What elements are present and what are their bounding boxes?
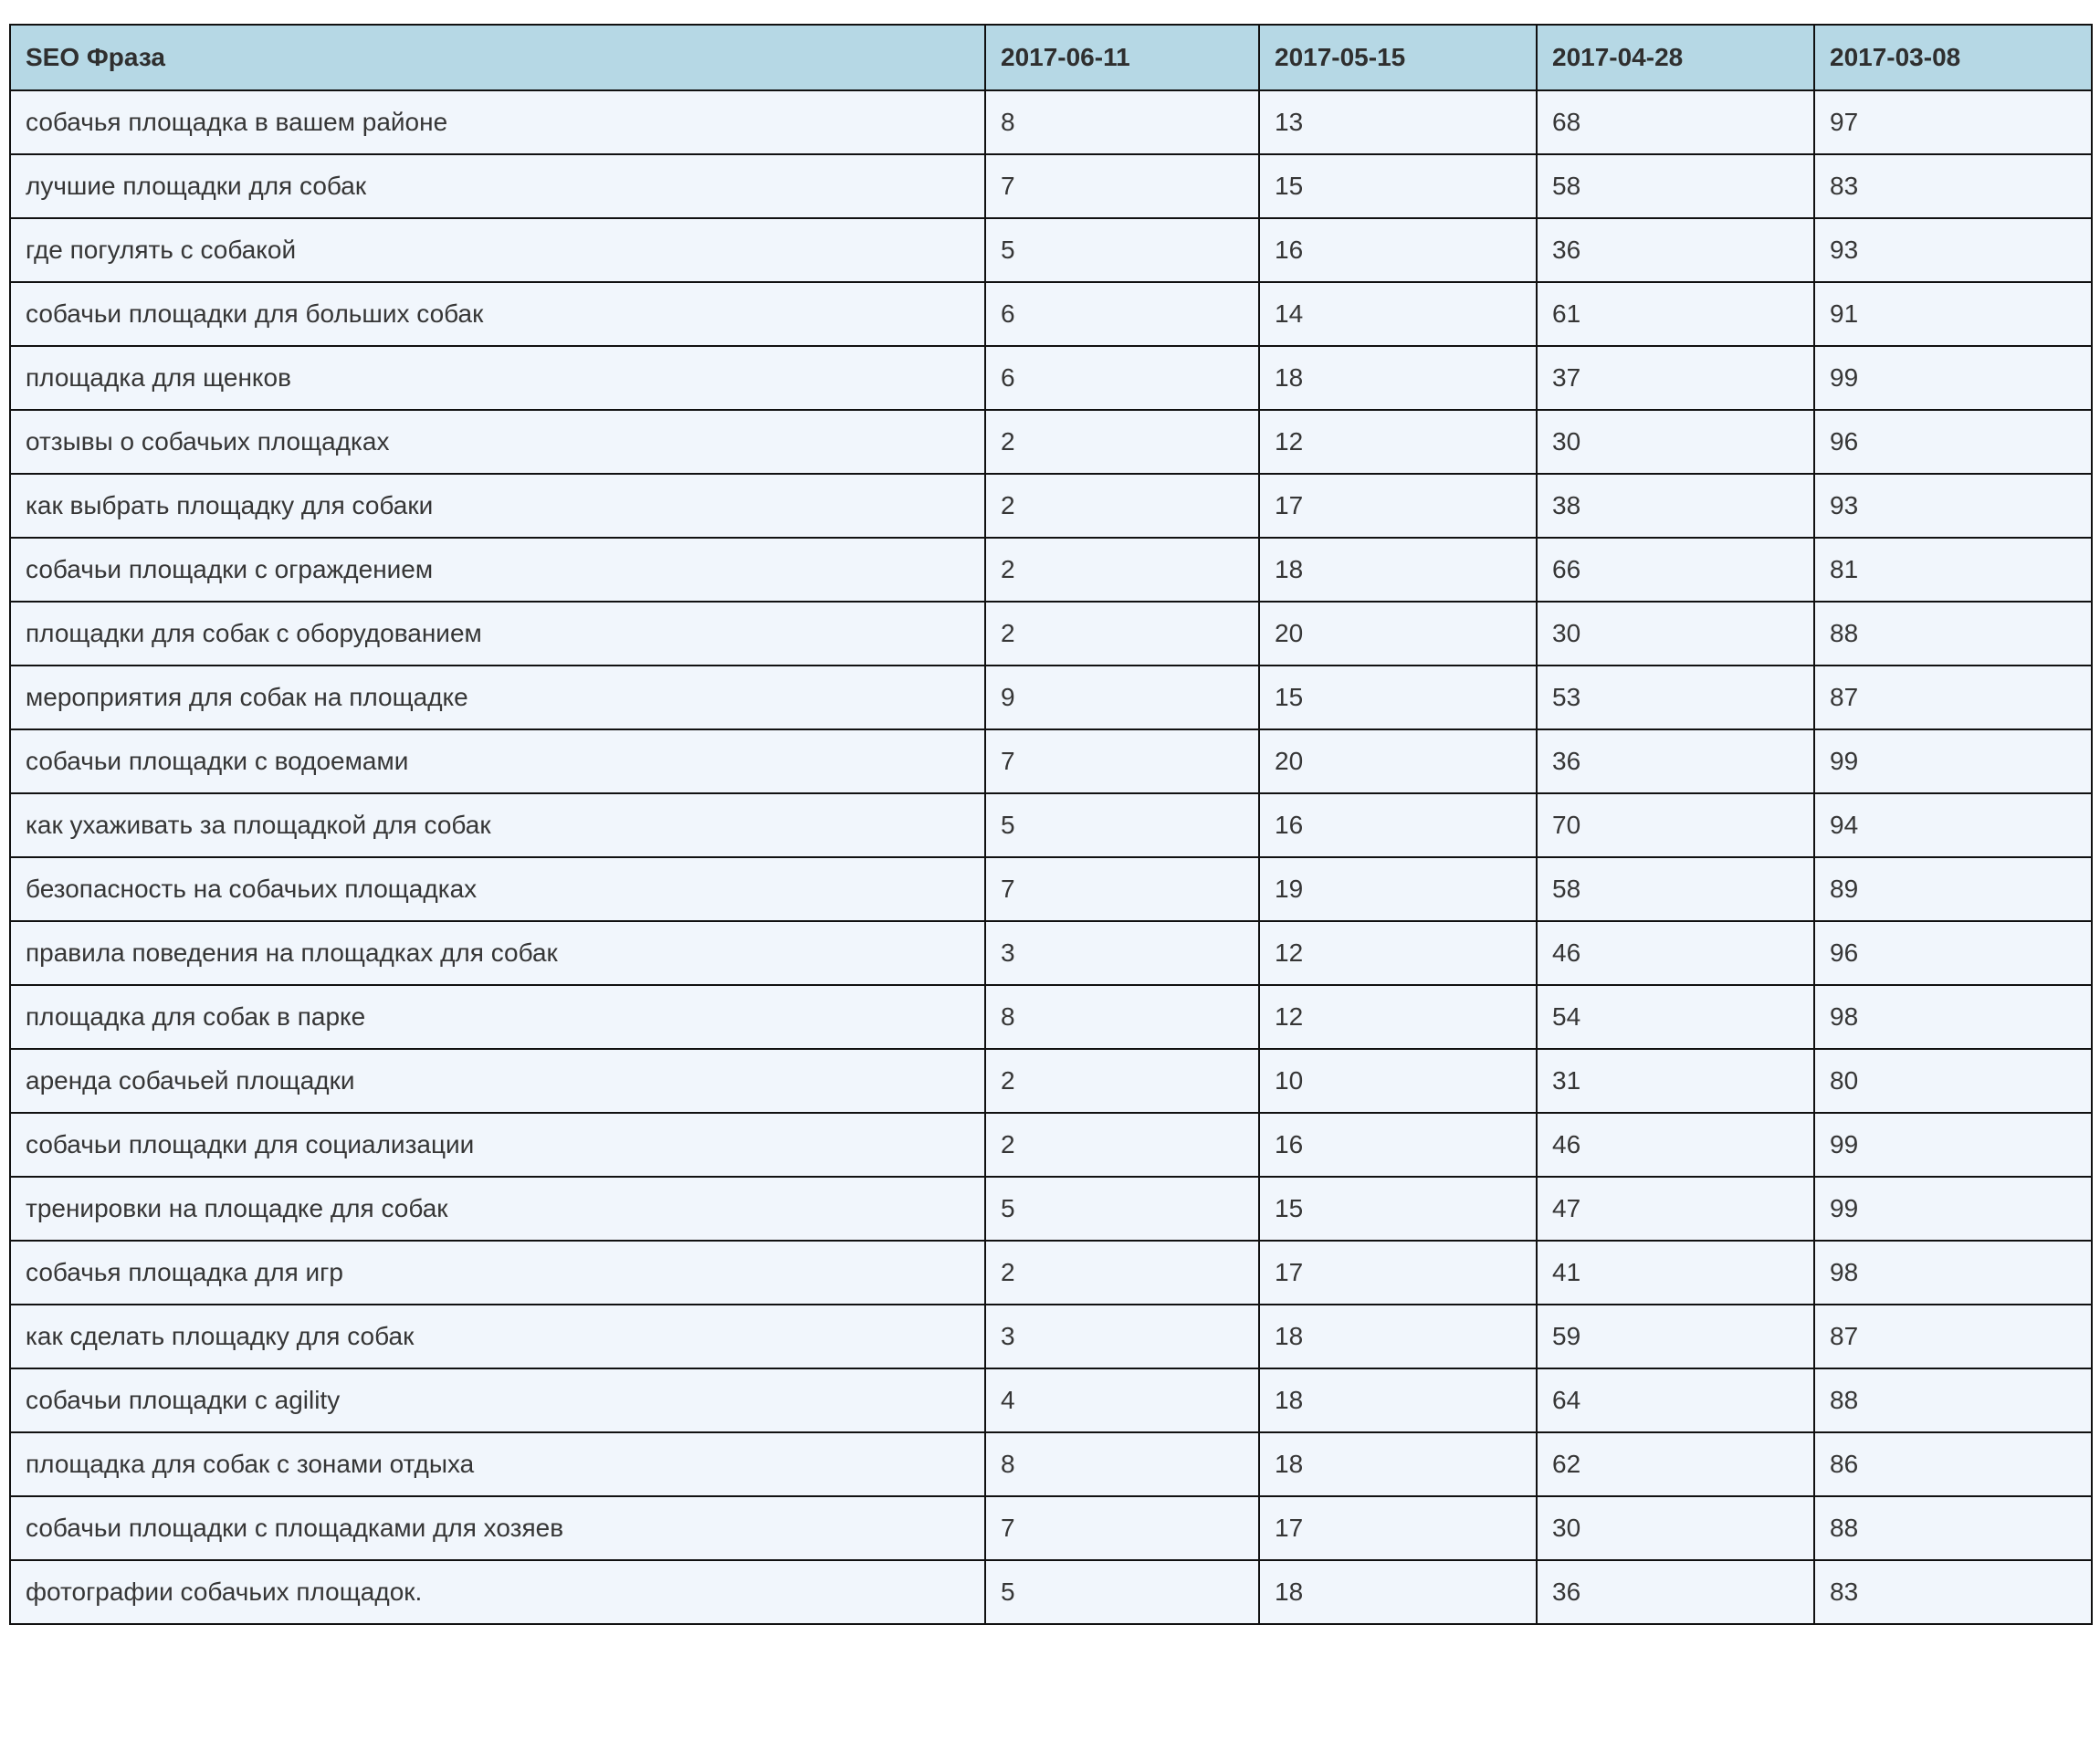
table-row xyxy=(10,857,2092,921)
cell-2017-03-08: 80 xyxy=(1814,1049,2092,1113)
cell-2017-03-08: 88 xyxy=(1814,602,2092,666)
cell-2017-03-08: 91 xyxy=(1814,282,2092,346)
cell-2017-06-11: 8 xyxy=(985,90,1259,154)
cell-2017-06-11: 8 xyxy=(985,985,1259,1049)
table-row xyxy=(10,1496,2092,1560)
cell-2017-03-08: 83 xyxy=(1814,1560,2092,1624)
cell-2017-05-15: 15 xyxy=(1259,666,1537,729)
cell-2017-05-15: 16 xyxy=(1259,218,1537,282)
header-date-2017-06-11: 2017-06-11 xyxy=(985,25,1259,90)
cell-2017-06-11: 2 xyxy=(985,1241,1259,1305)
header-date-2017-05-15: 2017-05-15 xyxy=(1259,25,1537,90)
cell-2017-05-15: 14 xyxy=(1259,282,1537,346)
cell-2017-06-11: 3 xyxy=(985,921,1259,985)
table-row xyxy=(10,602,2092,666)
cell-2017-06-11: 2 xyxy=(985,474,1259,538)
cell-2017-03-08: 88 xyxy=(1814,1368,2092,1432)
cell-seo-phrase: собачьи площадки с ограждением xyxy=(10,538,985,602)
table-row xyxy=(10,793,2092,857)
cell-2017-04-28: 46 xyxy=(1537,1113,1814,1177)
cell-seo-phrase: собачьи площадки для больших собак xyxy=(10,282,985,346)
cell-seo-phrase: площадка для щенков xyxy=(10,346,985,410)
cell-2017-05-15: 20 xyxy=(1259,602,1537,666)
cell-2017-06-11: 2 xyxy=(985,1049,1259,1113)
cell-2017-03-08: 83 xyxy=(1814,154,2092,218)
cell-2017-05-15: 17 xyxy=(1259,1241,1537,1305)
table-row xyxy=(10,538,2092,602)
cell-2017-06-11: 7 xyxy=(985,1496,1259,1560)
table-row xyxy=(10,985,2092,1049)
cell-seo-phrase: лучшие площадки для собак xyxy=(10,154,985,218)
cell-2017-05-15: 18 xyxy=(1259,1432,1537,1496)
cell-2017-04-28: 64 xyxy=(1537,1368,1814,1432)
cell-2017-05-15: 12 xyxy=(1259,985,1537,1049)
cell-2017-06-11: 2 xyxy=(985,410,1259,474)
table-header-row xyxy=(10,25,2092,90)
cell-2017-06-11: 2 xyxy=(985,538,1259,602)
cell-2017-05-15: 20 xyxy=(1259,729,1537,793)
cell-2017-03-08: 96 xyxy=(1814,410,2092,474)
cell-seo-phrase: собачьи площадки с водоемами xyxy=(10,729,985,793)
cell-2017-04-28: 70 xyxy=(1537,793,1814,857)
table-row xyxy=(10,1113,2092,1177)
cell-seo-phrase: фотографии собачьих площадок. xyxy=(10,1560,985,1624)
table-row xyxy=(10,474,2092,538)
cell-2017-05-15: 17 xyxy=(1259,474,1537,538)
cell-2017-05-15: 15 xyxy=(1259,154,1537,218)
cell-2017-04-28: 62 xyxy=(1537,1432,1814,1496)
cell-2017-05-15: 18 xyxy=(1259,1368,1537,1432)
table-row xyxy=(10,729,2092,793)
cell-2017-04-28: 30 xyxy=(1537,602,1814,666)
seo-phrase-table xyxy=(9,24,2093,1625)
cell-2017-03-08: 87 xyxy=(1814,666,2092,729)
cell-2017-06-11: 7 xyxy=(985,154,1259,218)
cell-2017-04-28: 47 xyxy=(1537,1177,1814,1241)
header-seo-phrase: SEO Фраза xyxy=(10,25,985,90)
cell-seo-phrase: аренда собачьей площадки xyxy=(10,1049,985,1113)
cell-2017-04-28: 31 xyxy=(1537,1049,1814,1113)
cell-2017-03-08: 98 xyxy=(1814,985,2092,1049)
cell-seo-phrase: как сделать площадку для собак xyxy=(10,1305,985,1368)
cell-2017-05-15: 12 xyxy=(1259,921,1537,985)
cell-2017-04-28: 30 xyxy=(1537,410,1814,474)
cell-2017-05-15: 17 xyxy=(1259,1496,1537,1560)
table-row xyxy=(10,346,2092,410)
cell-2017-04-28: 68 xyxy=(1537,90,1814,154)
table-row xyxy=(10,1560,2092,1624)
table-row xyxy=(10,921,2092,985)
cell-2017-03-08: 93 xyxy=(1814,474,2092,538)
cell-2017-04-28: 46 xyxy=(1537,921,1814,985)
cell-2017-04-28: 61 xyxy=(1537,282,1814,346)
cell-2017-04-28: 59 xyxy=(1537,1305,1814,1368)
cell-seo-phrase: правила поведения на площадках для собак xyxy=(10,921,985,985)
table-row xyxy=(10,1241,2092,1305)
cell-2017-05-15: 19 xyxy=(1259,857,1537,921)
cell-2017-06-11: 7 xyxy=(985,857,1259,921)
table-row xyxy=(10,666,2092,729)
cell-2017-04-28: 36 xyxy=(1537,729,1814,793)
seo-table-container xyxy=(9,24,2091,1625)
cell-seo-phrase: как ухаживать за площадкой для собак xyxy=(10,793,985,857)
cell-2017-04-28: 54 xyxy=(1537,985,1814,1049)
cell-2017-06-11: 8 xyxy=(985,1432,1259,1496)
cell-2017-04-28: 53 xyxy=(1537,666,1814,729)
cell-2017-06-11: 5 xyxy=(985,1560,1259,1624)
table-body xyxy=(10,90,2092,1624)
cell-2017-05-15: 18 xyxy=(1259,346,1537,410)
table-row xyxy=(10,1432,2092,1496)
cell-2017-03-08: 86 xyxy=(1814,1432,2092,1496)
cell-seo-phrase: площадка для собак в парке xyxy=(10,985,985,1049)
cell-2017-05-15: 10 xyxy=(1259,1049,1537,1113)
table-row xyxy=(10,410,2092,474)
cell-seo-phrase: собачья площадка в вашем районе xyxy=(10,90,985,154)
cell-2017-03-08: 99 xyxy=(1814,346,2092,410)
cell-2017-06-11: 7 xyxy=(985,729,1259,793)
cell-2017-06-11: 6 xyxy=(985,346,1259,410)
table-row xyxy=(10,218,2092,282)
table-row xyxy=(10,154,2092,218)
cell-2017-06-11: 2 xyxy=(985,1113,1259,1177)
cell-2017-04-28: 36 xyxy=(1537,218,1814,282)
cell-2017-06-11: 3 xyxy=(985,1305,1259,1368)
cell-2017-03-08: 99 xyxy=(1814,1113,2092,1177)
cell-2017-04-28: 58 xyxy=(1537,857,1814,921)
cell-2017-03-08: 88 xyxy=(1814,1496,2092,1560)
cell-2017-04-28: 58 xyxy=(1537,154,1814,218)
cell-2017-05-15: 12 xyxy=(1259,410,1537,474)
cell-2017-03-08: 99 xyxy=(1814,729,2092,793)
cell-2017-04-28: 37 xyxy=(1537,346,1814,410)
table-row xyxy=(10,90,2092,154)
cell-seo-phrase: собачьи площадки для социализации xyxy=(10,1113,985,1177)
cell-2017-04-28: 36 xyxy=(1537,1560,1814,1624)
cell-2017-05-15: 18 xyxy=(1259,1305,1537,1368)
cell-2017-03-08: 98 xyxy=(1814,1241,2092,1305)
cell-2017-03-08: 99 xyxy=(1814,1177,2092,1241)
cell-2017-05-15: 16 xyxy=(1259,793,1537,857)
cell-2017-04-28: 41 xyxy=(1537,1241,1814,1305)
cell-seo-phrase: мероприятия для собак на площадке xyxy=(10,666,985,729)
table-row xyxy=(10,1049,2092,1113)
cell-2017-03-08: 87 xyxy=(1814,1305,2092,1368)
cell-2017-04-28: 38 xyxy=(1537,474,1814,538)
cell-2017-03-08: 97 xyxy=(1814,90,2092,154)
cell-seo-phrase: собачья площадка для игр xyxy=(10,1241,985,1305)
cell-2017-03-08: 96 xyxy=(1814,921,2092,985)
table-row xyxy=(10,282,2092,346)
cell-seo-phrase: как выбрать площадку для собаки xyxy=(10,474,985,538)
cell-2017-05-15: 18 xyxy=(1259,538,1537,602)
cell-2017-06-11: 4 xyxy=(985,1368,1259,1432)
cell-2017-04-28: 30 xyxy=(1537,1496,1814,1560)
cell-2017-03-08: 94 xyxy=(1814,793,2092,857)
cell-2017-05-15: 16 xyxy=(1259,1113,1537,1177)
cell-seo-phrase: площадки для собак с оборудованием xyxy=(10,602,985,666)
cell-2017-06-11: 9 xyxy=(985,666,1259,729)
cell-seo-phrase: тренировки на площадке для собак xyxy=(10,1177,985,1241)
cell-2017-06-11: 5 xyxy=(985,1177,1259,1241)
table-row xyxy=(10,1305,2092,1368)
header-date-2017-03-08: 2017-03-08 xyxy=(1814,25,2092,90)
table-row xyxy=(10,1368,2092,1432)
cell-seo-phrase: собачьи площадки с площадками для хозяев xyxy=(10,1496,985,1560)
cell-seo-phrase: безопасность на собачьих площадках xyxy=(10,857,985,921)
cell-2017-05-15: 15 xyxy=(1259,1177,1537,1241)
cell-2017-06-11: 5 xyxy=(985,793,1259,857)
cell-2017-05-15: 13 xyxy=(1259,90,1537,154)
cell-2017-03-08: 89 xyxy=(1814,857,2092,921)
cell-seo-phrase: отзывы о собачьих площадках xyxy=(10,410,985,474)
cell-2017-03-08: 93 xyxy=(1814,218,2092,282)
cell-2017-06-11: 5 xyxy=(985,218,1259,282)
cell-seo-phrase: площадка для собак с зонами отдыха xyxy=(10,1432,985,1496)
table-row xyxy=(10,1177,2092,1241)
cell-seo-phrase: где погулять с собакой xyxy=(10,218,985,282)
cell-2017-06-11: 2 xyxy=(985,602,1259,666)
cell-2017-03-08: 81 xyxy=(1814,538,2092,602)
cell-2017-04-28: 66 xyxy=(1537,538,1814,602)
header-date-2017-04-28: 2017-04-28 xyxy=(1537,25,1814,90)
cell-2017-05-15: 18 xyxy=(1259,1560,1537,1624)
cell-2017-06-11: 6 xyxy=(985,282,1259,346)
cell-seo-phrase: собачьи площадки с agility xyxy=(10,1368,985,1432)
